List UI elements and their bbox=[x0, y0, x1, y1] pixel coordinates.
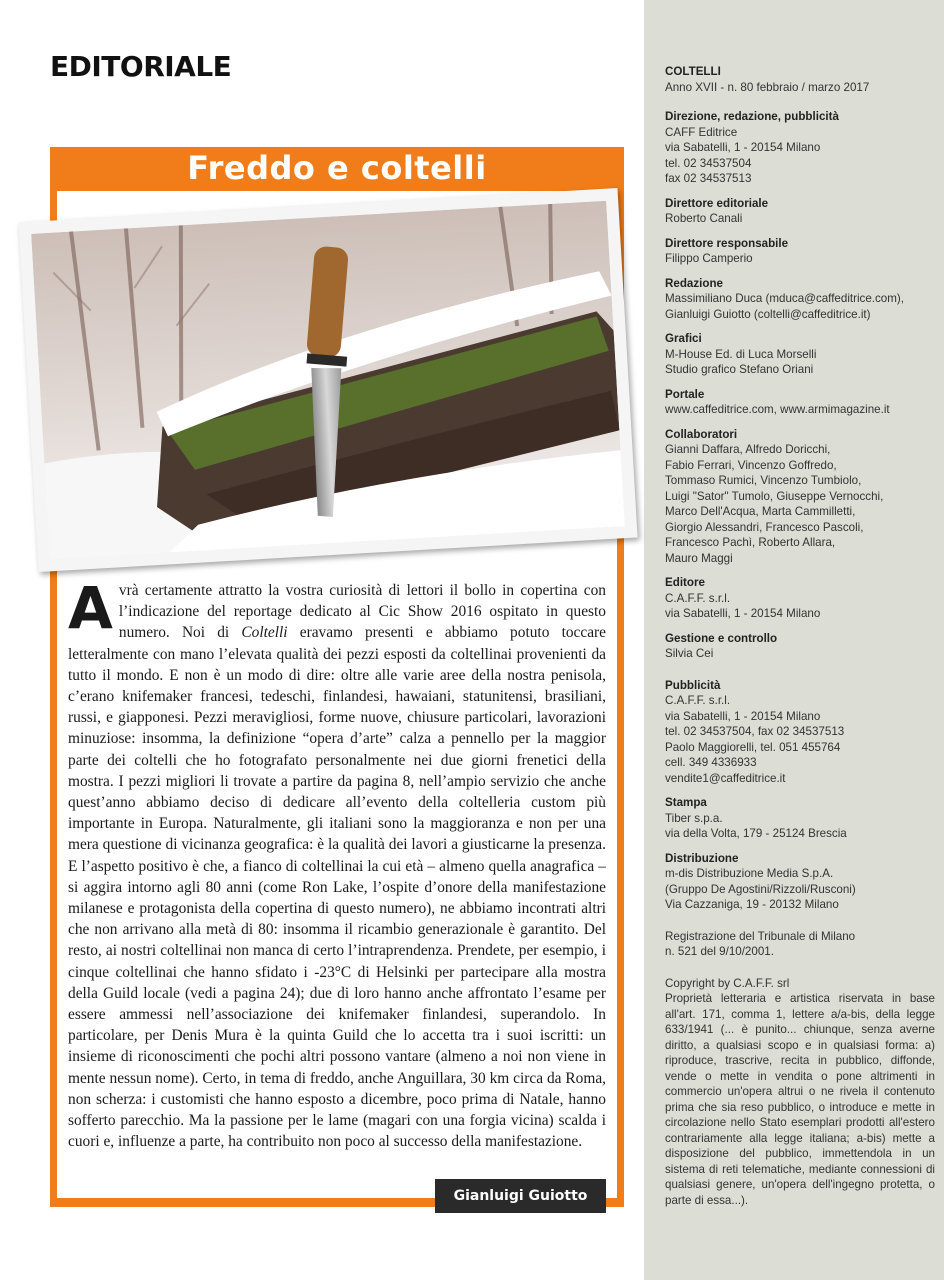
masthead bbox=[665, 64, 935, 1217]
masthead-dir-editoriale bbox=[665, 196, 935, 227]
photo-illustration bbox=[31, 201, 625, 560]
masthead-redazione bbox=[665, 276, 935, 323]
masthead-issue: Anno XVII - n. 80 febbraio / marzo 2017 bbox=[665, 80, 870, 94]
masthead-heading: Editore bbox=[665, 576, 705, 589]
masthead-line: Gianluigi Guiotto (coltelli@caffeditrice.it) bbox=[665, 307, 871, 321]
masthead-heading: Collaboratori bbox=[665, 427, 738, 441]
author-byline: Gianluigi Guiotto bbox=[435, 1179, 606, 1213]
masthead-line: via della Volta, 179 - 25124 Brescia bbox=[665, 827, 847, 840]
masthead-line: (Gruppo De Agostini/Rizzoli/Rusconi) bbox=[665, 882, 856, 896]
masthead-line: via Sabatelli, 1 - 20154 Milano bbox=[665, 709, 821, 723]
masthead-line: vendite1@caffeditrice.it bbox=[665, 771, 786, 785]
article-text-body: eravamo presenti e abbiamo potuto toccare letteralmente con mano l’elevata qualità dei pezzi esposti da coltellinai provenienti da tutto il mondo. E non è un modo di dire: oltre alle varie aree della nostra penisola, c’erano knifemaker francesi, tedeschi, finlandesi, hawaiani, statunitensi, brasiliani, russi, e giapponesi. Pezzi meravigliosi, forme nuove, chiusure particolari, lavorazioni minuziose: insomma, la definizione “opera d’arte” calza a pennello per la maggior parte dei coltelli che ho fotografato personalmente nei due giorni frenetici della mostra. I pezzi migliori li trovate a partire da pagina 8, nell’ampio servizio che anche quest’anno abbiamo deciso di dedicare all’evento della coltelleria custom più importante in Europa. Naturalmente, gli italiani sono la maggioranza e non per una mera questione di vicinanza geografica: è la qualità dei lavori a giusticarne la presenza. E l’aspetto positivo è che, a fianco di coltellinai la cui età – almeno quella anagrafica – si aggira intorno agli 80 anni (come Ron Lake, l’ospite d’onore della manifestazione milanese e protagonista della copertina di questo numero), ne abbiamo incontrati altri che non arrivano alla metà di 80: insomma il ricambio generazionale è garantito. Del resto, ai nostri coltellinai non manca di certo l’intraprendenza. Prendete, per esempio, i cinque coltellinai che hanno sfidato i -23°C di Helsinki per partecipare alla mostra della Guild locale (vedi a pagina 24); due di loro hanno anche affrontato l’esame per essere ammessi nell’associazione dei knifemaker finlandesi, superandolo. In particolare, per Denis Mura è la quinta Guild che lo accetta tra i suoi iscritti: un insieme di riconoscimenti che pochi altri possono vantare (almeno a noi non viene in mente nessun nome). Certo, in tema di freddo, anche Anguillara, 30 km circa da Roma, non scherza: i customisti che hanno esposto a dicembre, poco prima di Natale, hanno sofferto parecchio. Ma la passione per le lame (magari con una forgia vicina) scalda i cuori e, influenze a parte, ha contribuito non poco al successo della manifestazione. bbox=[68, 624, 606, 1151]
masthead-grafici bbox=[665, 331, 935, 378]
masthead-line: fax 02 34537513 bbox=[665, 172, 752, 185]
masthead-heading: Grafici bbox=[665, 332, 702, 345]
masthead-collaboratori bbox=[665, 427, 935, 567]
masthead-registrazione bbox=[665, 929, 935, 960]
article-text-start: vrà certamente attratto la vostra curiosità di lettori il bollo in copertina con l’indicazione del reportage dedicato al Cic Show 2016 ospitato in questo numero. Noi di bbox=[118, 582, 606, 642]
masthead-line: Marco Dell'Acqua, Marta Cammilletti, bbox=[665, 505, 856, 518]
masthead-heading: Direttore responsabile bbox=[665, 236, 789, 250]
masthead-line: Tommaso Rumici, Vincenzo Tumbiolo, bbox=[665, 474, 862, 487]
masthead-line: M-House Ed. di Luca Morselli bbox=[665, 347, 817, 361]
section-title: EDITORIALE bbox=[50, 50, 232, 83]
masthead-stampa bbox=[665, 795, 935, 842]
masthead-line: tel. 02 34537504 bbox=[665, 156, 752, 170]
masthead-line: Studio grafico Stefano Oriani bbox=[665, 363, 814, 376]
masthead-distribuzione bbox=[665, 851, 935, 913]
masthead-copyright bbox=[665, 976, 935, 1209]
magazine-name-italic: Coltelli bbox=[241, 624, 288, 642]
masthead-heading: Stampa bbox=[665, 796, 707, 809]
masthead-heading: Direttore editoriale bbox=[665, 196, 769, 210]
masthead-gestione bbox=[665, 631, 935, 662]
masthead-line: Fabio Ferrari, Vincenzo Goffredo, bbox=[665, 458, 837, 472]
masthead-line: Massimiliano Duca (mduca@caffeditrice.com), bbox=[665, 292, 904, 305]
headline: Freddo e coltelli bbox=[187, 149, 487, 187]
masthead-heading: Portale bbox=[665, 387, 705, 401]
masthead-heading: Pubblicità bbox=[665, 678, 721, 692]
masthead-direzione bbox=[665, 109, 935, 187]
masthead-heading: Redazione bbox=[665, 276, 723, 290]
masthead-heading: Gestione e controllo bbox=[665, 631, 778, 645]
masthead-line: Giorgio Alessandri, Francesco Pascoli, bbox=[665, 520, 864, 534]
masthead-pubblicita bbox=[665, 678, 935, 787]
masthead-line: Roberto Canali bbox=[665, 212, 743, 225]
masthead-portale bbox=[665, 387, 935, 418]
masthead-dir-responsabile bbox=[665, 236, 935, 267]
copyright-title: Copyright by C.A.F.F. srl bbox=[665, 976, 790, 990]
editorial-article bbox=[68, 574, 606, 1152]
masthead-line: Filippo Camperio bbox=[665, 252, 753, 265]
masthead-line: Paolo Maggiorelli, tel. 051 455764 bbox=[665, 740, 841, 754]
masthead-line: tel. 02 34537504, fax 02 34537513 bbox=[665, 725, 845, 738]
masthead-line: Gianni Daffara, Alfredo Doricchi, bbox=[665, 443, 831, 456]
masthead-line: Silvia Cei bbox=[665, 647, 714, 660]
masthead-line: Tiber s.p.a. bbox=[665, 811, 723, 825]
registrazione-line: Registrazione del Tribunale di Milano bbox=[665, 929, 856, 943]
masthead-line: Francesco Pachì, Roberto Allara, bbox=[665, 536, 836, 549]
masthead-line: C.A.F.F. s.r.l. bbox=[665, 694, 731, 707]
masthead-line: via Sabatelli, 1 - 20154 Milano bbox=[665, 607, 821, 620]
masthead-heading: Direzione, redazione, pubblicità bbox=[665, 110, 839, 123]
masthead-heading: Distribuzione bbox=[665, 851, 739, 865]
masthead-title: COLTELLI bbox=[665, 65, 721, 78]
masthead-line: www.caffeditrice.com, www.armimagazine.it bbox=[665, 403, 890, 416]
copyright-text: Proprietà letteraria e artistica riservata in base all'art. 171, comma 1, lettere a/a-bis, della legge 633/1941 (... è punito... chiunque, senza averne diritto, a qualsiasi scopo e in qualsiasi forma: a) riproduce, trascrive, recita in pubblico, diffonde, vende o mette in vendita o pone altrimenti in commercio un'opera altrui o ne rivela il contenuto prima che sia reso pubblico, o introduce e mette in circolazione nello Stato esemplari prodotti all'estero contrariamente alla legge italiana; a-bis) mette a disposizione del pubblico, immettendola in un sistema di reti telematiche, mediante connessioni di qualsiasi genere, un'opera dell'ingegno protetta, o parte di essa...). bbox=[665, 992, 935, 1207]
registrazione-line: n. 521 del 9/10/2001. bbox=[665, 945, 774, 958]
masthead-editore bbox=[665, 575, 935, 622]
masthead-line: Mauro Maggi bbox=[665, 551, 733, 565]
masthead-line: Luigi "Sator" Tumolo, Giuseppe Vernocchi, bbox=[665, 489, 884, 503]
masthead-line: CAFF Editrice bbox=[665, 125, 738, 139]
knife-in-snow-photo bbox=[18, 188, 637, 572]
drop-cap: A bbox=[68, 574, 113, 642]
masthead-line: Via Cazzaniga, 19 - 20132 Milano bbox=[665, 898, 839, 911]
masthead-line: via Sabatelli, 1 - 20154 Milano bbox=[665, 141, 821, 154]
masthead-line: C.A.F.F. s.r.l. bbox=[665, 591, 731, 605]
masthead-line: cell. 349 4336933 bbox=[665, 756, 757, 769]
masthead-line: m-dis Distribuzione Media S.p.A. bbox=[665, 867, 834, 880]
